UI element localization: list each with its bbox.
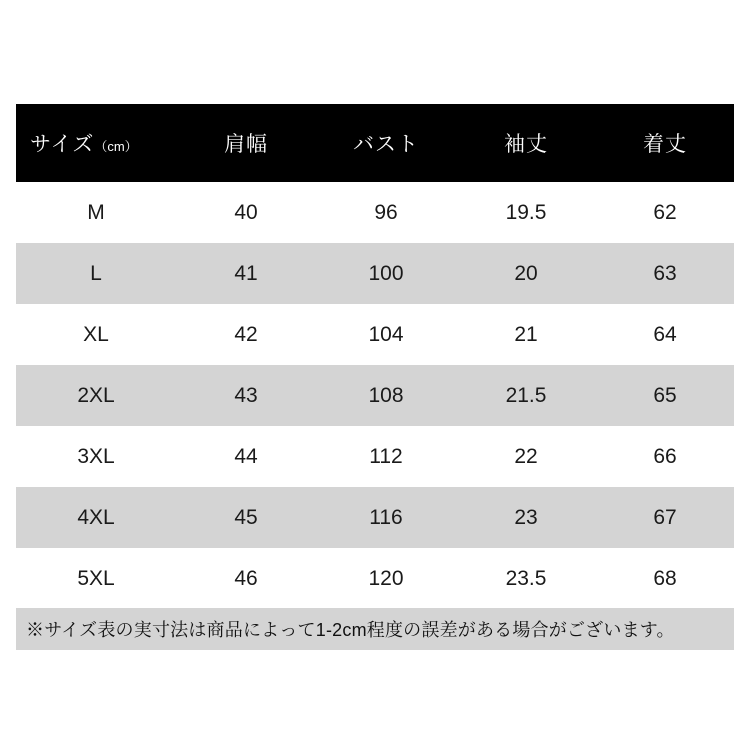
cell-length: 68 bbox=[596, 548, 734, 609]
table-row bbox=[16, 243, 734, 304]
table-row bbox=[16, 548, 734, 609]
cell-sleeve: 20 bbox=[456, 243, 596, 304]
column-header-bust: バスト bbox=[316, 104, 456, 182]
cell-shoulder: 42 bbox=[176, 304, 316, 365]
cell-sleeve: 22 bbox=[456, 426, 596, 487]
cell-shoulder: 45 bbox=[176, 487, 316, 548]
cell-shoulder: 46 bbox=[176, 548, 316, 609]
cell-sleeve: 19.5 bbox=[456, 182, 596, 243]
cell-size: M bbox=[16, 182, 176, 243]
cell-length: 62 bbox=[596, 182, 734, 243]
cell-size: 3XL bbox=[16, 426, 176, 487]
cell-sleeve: 21.5 bbox=[456, 365, 596, 426]
cell-length: 67 bbox=[596, 487, 734, 548]
cell-bust: 104 bbox=[316, 304, 456, 365]
table-row bbox=[16, 182, 734, 243]
size-disclaimer-note bbox=[16, 608, 734, 650]
cell-size: XL bbox=[16, 304, 176, 365]
cell-shoulder: 40 bbox=[176, 182, 316, 243]
cell-length: 65 bbox=[596, 365, 734, 426]
cell-bust: 120 bbox=[316, 548, 456, 609]
size-disclaimer-text: ※サイズ表の実寸法は商品によって1-2cm程度の誤差がある場合がございます。 bbox=[26, 620, 675, 640]
column-header-shoulder: 肩幅 bbox=[176, 104, 316, 182]
cell-bust: 96 bbox=[316, 182, 456, 243]
cell-shoulder: 41 bbox=[176, 243, 316, 304]
table-row bbox=[16, 304, 734, 365]
cell-length: 66 bbox=[596, 426, 734, 487]
table-row bbox=[16, 365, 734, 426]
column-header-size-unit: （cm） bbox=[94, 139, 138, 154]
column-header-size-label: サイズ bbox=[30, 133, 95, 156]
column-header-sleeve: 袖丈 bbox=[456, 104, 596, 182]
cell-bust: 100 bbox=[316, 243, 456, 304]
table-header-row bbox=[16, 104, 734, 182]
size-table bbox=[16, 104, 734, 609]
column-header-size bbox=[16, 104, 176, 182]
cell-length: 64 bbox=[596, 304, 734, 365]
size-table-container bbox=[16, 104, 734, 609]
table-body bbox=[16, 182, 734, 609]
cell-size: 2XL bbox=[16, 365, 176, 426]
table-row bbox=[16, 426, 734, 487]
cell-sleeve: 23 bbox=[456, 487, 596, 548]
table-header bbox=[16, 104, 734, 182]
cell-sleeve: 21 bbox=[456, 304, 596, 365]
cell-size: 4XL bbox=[16, 487, 176, 548]
cell-shoulder: 43 bbox=[176, 365, 316, 426]
cell-shoulder: 44 bbox=[176, 426, 316, 487]
cell-bust: 112 bbox=[316, 426, 456, 487]
cell-bust: 116 bbox=[316, 487, 456, 548]
column-header-length: 着丈 bbox=[596, 104, 734, 182]
cell-length: 63 bbox=[596, 243, 734, 304]
cell-size: 5XL bbox=[16, 548, 176, 609]
cell-bust: 108 bbox=[316, 365, 456, 426]
cell-sleeve: 23.5 bbox=[456, 548, 596, 609]
table-row bbox=[16, 487, 734, 548]
cell-size: L bbox=[16, 243, 176, 304]
